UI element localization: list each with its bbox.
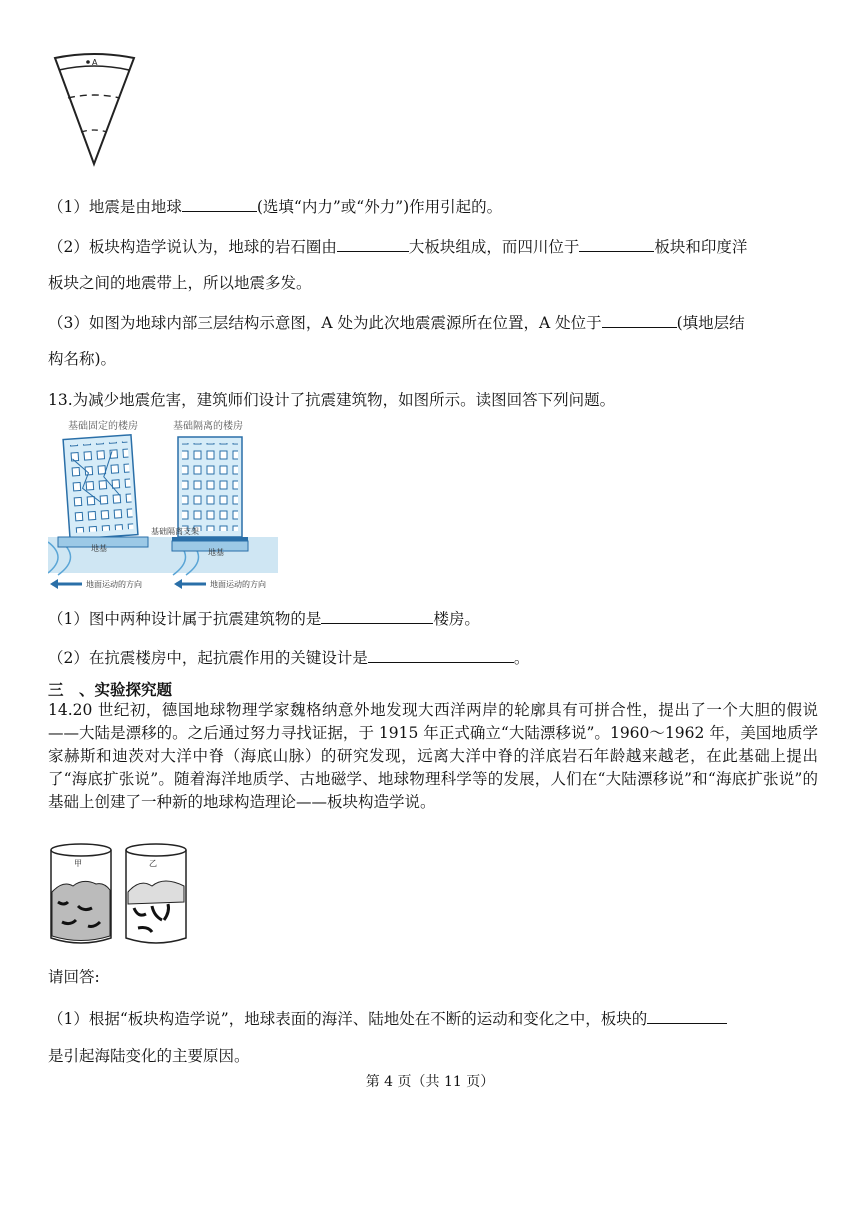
answer-blank[interactable] (579, 237, 654, 252)
q12-p1-text-after: (选填“内力”或“外力”)作用引起的。 (256, 198, 503, 216)
q14-part1-line2: 是引起海陆变化的主要原因。 (48, 1047, 250, 1065)
q13-part2 (48, 648, 820, 668)
q12-part2-line2: 板块之间的地震带上，所以地震多发。 (48, 274, 312, 292)
fig-ground-label-left: 地基 (91, 544, 107, 553)
fig-ground-label-right: 地基 (208, 548, 224, 557)
page-footer: 第 4 页（共 11 页） (365, 1074, 495, 1090)
answer-blank[interactable] (368, 648, 514, 663)
q12-p3-text-after: (填地层结 (676, 314, 745, 332)
q13-p2-text-after: 。 (513, 649, 530, 667)
q12-p1-text: （1）地震是由地球 (48, 198, 182, 216)
q14-stem: 14.20 世纪初，德国地球物理学家魏格纳意外地发现大西洋两岸的轮廓具有可拼合性，提出了一个大胆的假说——大陆是漂移的。之后通过努力寻找证据，于 1915 年正式确立“大陆漂移说”。1960～1962 年，美国地质学家赫斯和迪茨对大洋中脊（海底山脉）的研究发现，远离大洋中脊的洋底岩石年龄越来越老，在此基础上提出了“海底扩张说”。随着海洋地质学、古地磁学、地球物理科学等的发展，人们在“大陆漂移说”和“海底扩张说”的基础上创建了一种新的地球构造理论——板块构造学说。 (48, 701, 818, 811)
fig-motion-label-left: 地面运动的方向 (86, 580, 142, 589)
q12-p2-text-after: 板块和印度洋 (654, 238, 748, 256)
q13-stem: 13.为减少地震危害，建筑师们设计了抗震建筑物，如图所示。读图回答下列问题。 (48, 391, 616, 409)
q12-part2 (48, 237, 820, 257)
quake-buildings-figure (48, 417, 278, 597)
fig-left-title: 基础固定的楼房 (68, 421, 138, 432)
q12-p2-text: （2）板块构造学说认为，地球的岩石圈由 (48, 238, 337, 256)
q12-part3 (48, 313, 820, 333)
fig-motion-label-right: 地面运动的方向 (210, 580, 266, 589)
fig-right-title: 基础隔离的楼房 (173, 421, 243, 432)
cylinder-label-right: 乙 (149, 859, 157, 868)
fig-support-label: 基础隔离支架 (151, 527, 199, 536)
answer-blank[interactable] (647, 1009, 727, 1024)
cylinder-label-left: 甲 (74, 859, 82, 868)
q13-p1-text-after: 楼房。 (433, 610, 480, 628)
answer-blank[interactable] (337, 237, 409, 252)
q13-part1 (48, 609, 820, 629)
earth-point-label: A (92, 58, 98, 67)
rock-cylinders-figure (48, 842, 193, 948)
q14-part1 (48, 1009, 820, 1029)
section-title: 三 、实验探究题 (48, 681, 173, 699)
q13-p2-text: （2）在抗震楼房中，起抗震作用的关键设计是 (48, 649, 368, 667)
q12-part1 (48, 197, 820, 217)
q13-p1-text: （1）图中两种设计属于抗震建筑物的是 (48, 610, 322, 628)
q12-part3-line2: 构名称)。 (48, 350, 117, 368)
answer-blank[interactable] (182, 197, 257, 212)
q14-p1-text: （1）根据“板块构造学说”，地球表面的海洋、陆地处在不断的运动和变化之中，板块的 (48, 1010, 648, 1028)
answer-blank[interactable] (321, 609, 433, 624)
answer-blank[interactable] (602, 313, 677, 328)
q14-prompt: 请回答: (48, 968, 100, 986)
earth-layers-figure (52, 52, 142, 170)
q12-p3-text: （3）如图为地球内部三层结构示意图，A 处为此次地震震源所在位置，A 处位于 (48, 314, 602, 332)
q12-p2-text-mid: 大板块组成，而四川位于 (408, 238, 580, 256)
